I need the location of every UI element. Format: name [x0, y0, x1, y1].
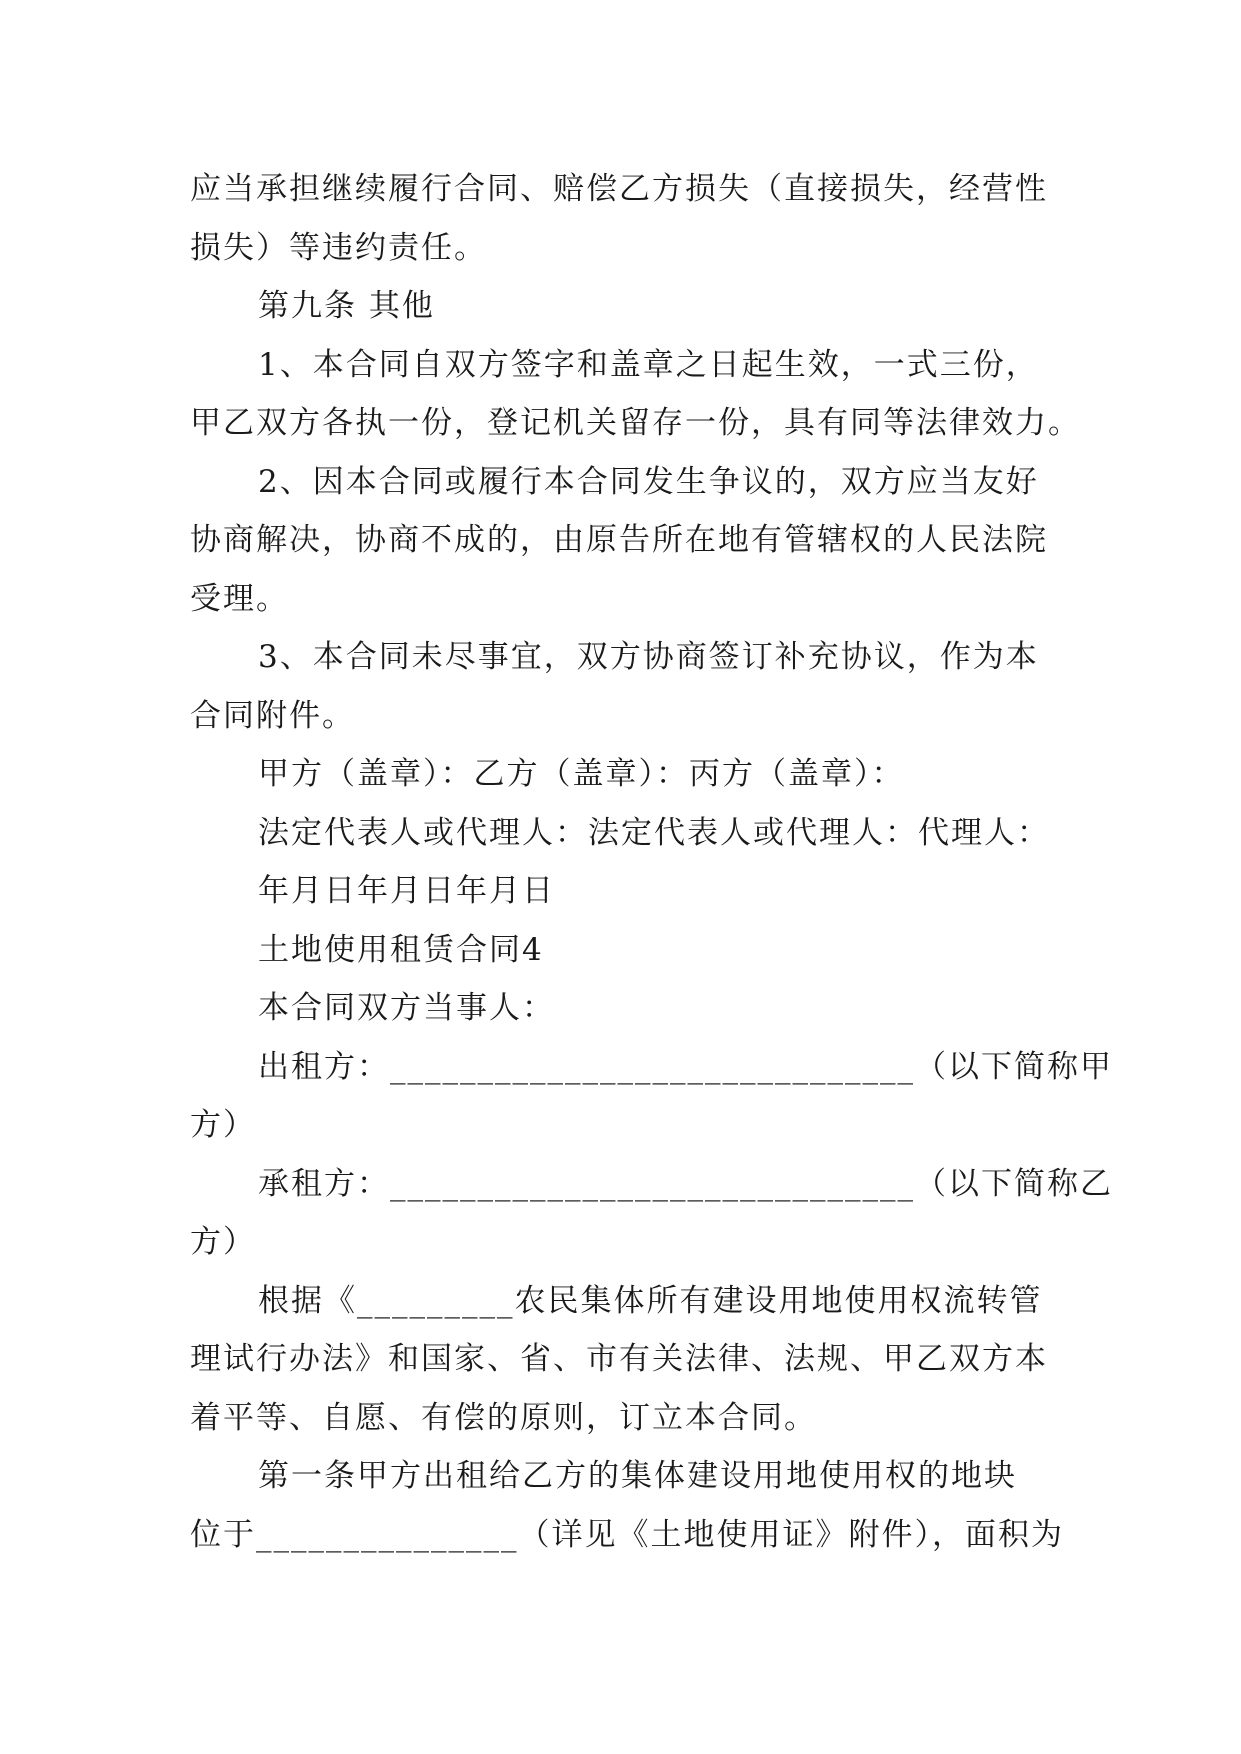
text-line: 方） — [190, 1224, 256, 1260]
text-line: 本合同双方当事人： — [258, 990, 555, 1026]
text-line: 损失）等违约责任。 — [190, 229, 487, 266]
text-line: 根据《_________农民集体所有建设用地使用权流转管 — [258, 1282, 1043, 1319]
text-line: 2、因本合同或履行本合同发生争议的，双方应当友好 — [258, 463, 1039, 500]
text-line: 甲乙双方各执一份，登记机关留存一份，具有同等法律效力。 — [190, 405, 1081, 441]
representative-line: 法定代表人或代理人：法定代表人或代理人：代理人： — [258, 814, 1050, 851]
text-line: 1、本合同自双方签字和盖章之日起生效，一式三份， — [258, 346, 1039, 383]
text-line: 3、本合同未尽事宜，双方协商签订补充协议，作为本 — [258, 639, 1039, 675]
document-page — [190, 160, 1113, 1564]
text-line: 受理。 — [190, 580, 289, 617]
text-line: 协商解决，协商不成的，由原告所在地有管辖权的人民法院 — [190, 522, 1048, 558]
section-heading: 第九条 其他 — [258, 288, 435, 324]
contract-title: 土地使用租赁合同4 — [258, 931, 544, 968]
text-line: 位于_______________（详见《土地使用证》附件），面积为 — [190, 1516, 1064, 1553]
text-line: 着平等、自愿、有偿的原则，订立本合同。 — [190, 1399, 817, 1436]
lessor-line: 出租方：______________________________（以下简称甲 — [258, 1048, 1113, 1085]
text-line: 应当承担继续履行合同、赔偿乙方损失（直接损失，经营性 — [190, 171, 1048, 207]
text-line: 第一条甲方出租给乙方的集体建设用地使用权的地块 — [258, 1458, 1017, 1494]
lessee-line: 承租方：______________________________（以下简称乙 — [258, 1165, 1113, 1202]
date-line: 年月日年月日年月日 — [258, 873, 555, 909]
signature-line: 甲方（盖章）：乙方（盖章）：丙方（盖章）： — [258, 756, 905, 792]
text-line: 理试行办法》和国家、省、市有关法律、法规、甲乙双方本 — [190, 1341, 1048, 1377]
text-line: 合同附件。 — [190, 697, 355, 734]
text-line: 方） — [190, 1107, 256, 1143]
